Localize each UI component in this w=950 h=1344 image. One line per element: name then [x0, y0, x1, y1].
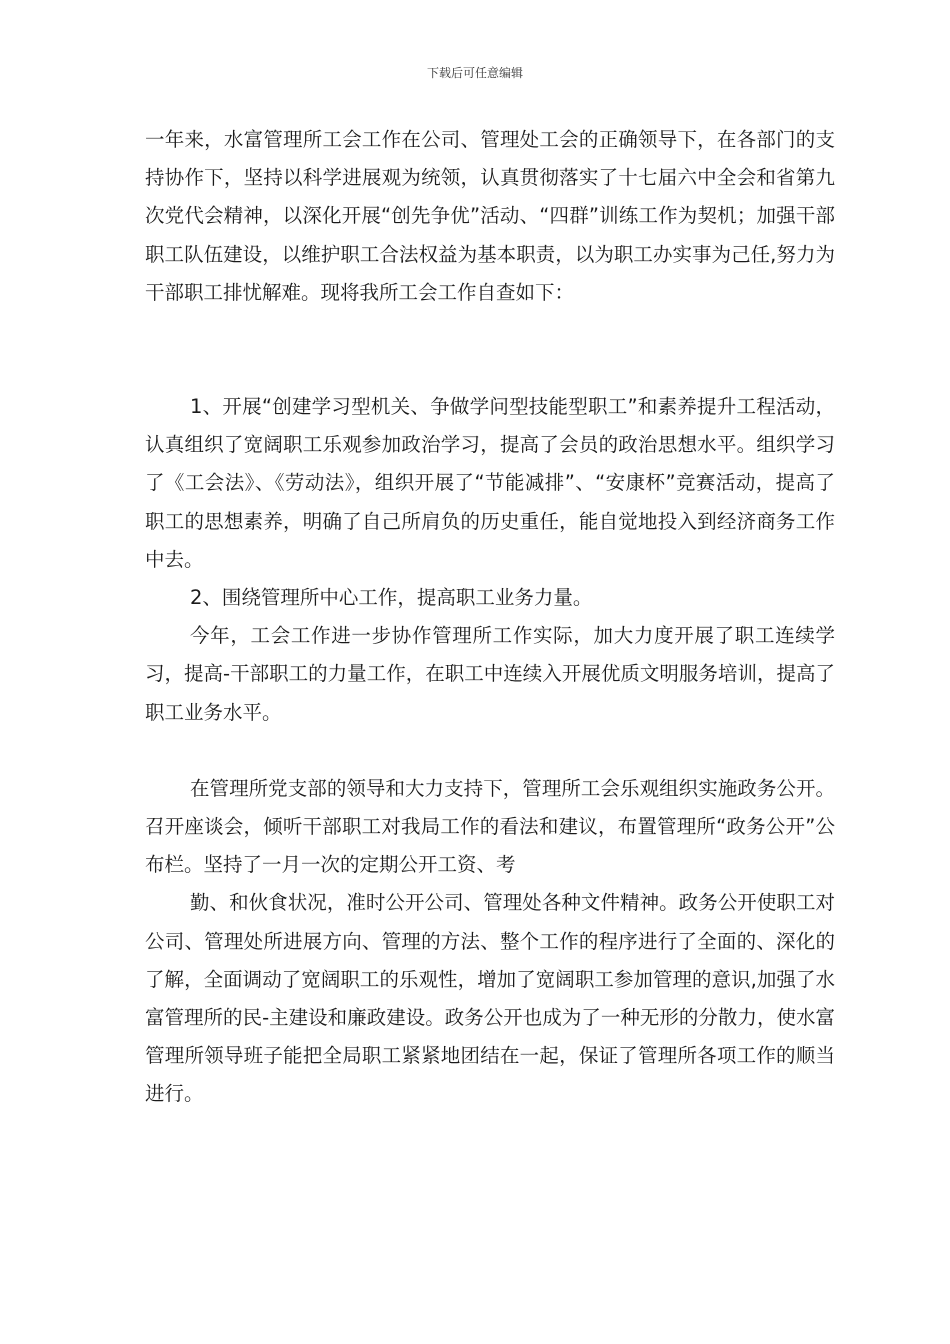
open-affairs-paragraph: 在管理所党支部的领导和大力支持下，管理所工会乐观组织实施政务公开。召开座谈会，倾听干部职工对我局工作的看法和建议，布置管理所“政务公开”公布栏。坚持了一月一次的定期公开工资、考	[145, 776, 835, 877]
document-body	[145, 121, 835, 1114]
open-affairs-continued: 勤、和伙食状况，准时公开公司、管理处各种文件精神。政务公开使职工对公司、管理处所进展方向、管理的方法、整个工作的程序进行了全面的、深化的了解，全面调动了宽阔职工的乐观性，增加了宽阔职工参加管理的意识,加强了水富管理所的民-主建设和廉政建设。政务公开也成为了一种无形的分散力，使水富管理所领导班子能把全局职工紧紧地团结在一起，保证了管理所各项工作的顺当进行。	[145, 891, 835, 1106]
item-2-body: 今年，工会工作进一步协作管理所工作实际，加大力度开展了职工连续学习，提高-干部职工的力量工作，在职工中连续入开展优质文明服务培训，提高了职工业务水平。	[145, 624, 835, 724]
item-2-heading: 2、围绕管理所中心工作，提高职工业务力量。	[190, 586, 593, 610]
header-note: 下载后可任意编辑	[426, 66, 523, 80]
intro-paragraph: 一年来，水富管理所工会工作在公司、管理处工会的正确领导下，在各部门的支持协作下，坚持以科学进展观为统领，认真贯彻落实了十七届六中全会和省第九次党代会精神，以深化开展“创先争优”活动、“四群”训练工作为契机；加强干部职工队伍建设，以维护职工合法权益为基本职责，以为职工办实事为己任,努力为干部职工排忧解难。现将我所工会工作自查如下：	[145, 128, 835, 304]
item-1-paragraph: 1、开展“创建学习型机关、争做学问型技能型职工”和素养提升工程活动，认真组织了宽阔职工乐观参加政治学习，提高了会员的政治思想水平。组织学习了《工会法》、《劳动法》，组织开展了“节能减排”、“安康杯”竞赛活动，提高了职工的思想素养，明确了自己所肩负的历史重任，能自觉地投入到经济商务工作中去。	[145, 395, 835, 571]
